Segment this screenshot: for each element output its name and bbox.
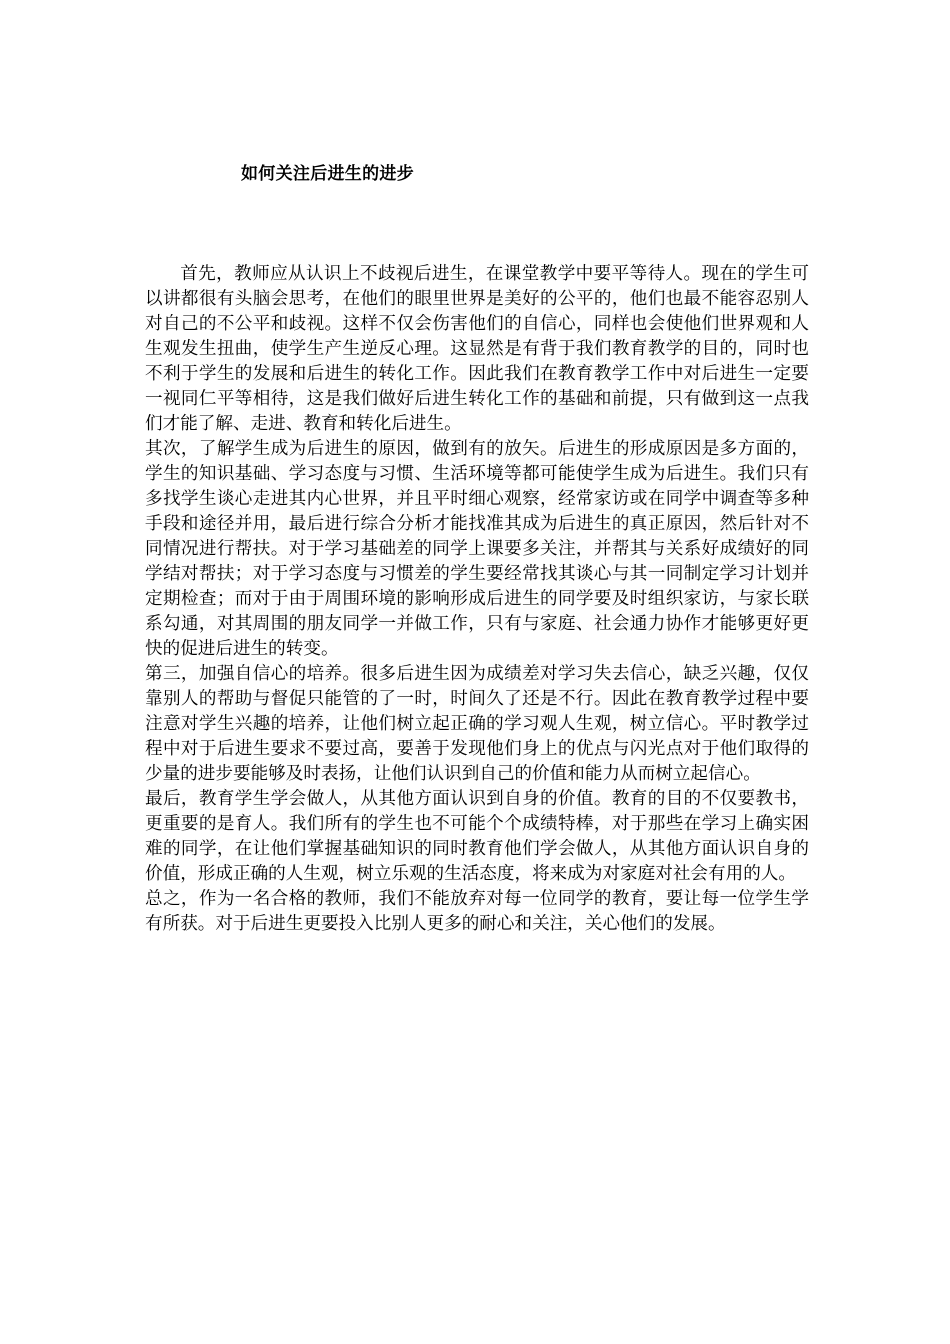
document-body [145,262,809,937]
paragraph-first: 首先，教师应从认识上不歧视后进生，在课堂教学中要平等待人。现在的学生可以讲都很有头脑会思考，在他们的眼里世界是美好的公平的，他们也最不能容忍别人对自己的不公平和歧视。这样不仅会伤害他们的自信心，同样也会使他们世界观和人生观发生扭曲，使学生产生逆反心理。这显然是有背于我们教育教学的目的，同时也不利于学生的发展和后进生的转化工作。因此我们在教育教学工作中对后进生一定要一视同仁平等相待，这是我们做好后进生转化工作的基础和前提，只有做到这一点我们才能了解、走进、教育和转化后进生。 [145,264,809,434]
paragraph-fourth: 最后，教育学生学会做人，从其他方面认识到自身的价值。教育的目的不仅要教书，更重要的是育人。我们所有的学生也不可能个个成绩特棒，对于那些在学习上确实困难的同学，在让他们掌握基础知识的同时教育他们学会做人，从其他方面认识自身的价值，形成正确的人生观，树立乐观的生活态度，将来成为对家庭对社会有用的人。 [145,789,809,884]
document-title: 如何关注后进生的进步 [241,164,414,184]
paragraph-third: 第三，加强自信心的培养。很多后进生因为成绩差对学习失去信心，缺乏兴趣，仅仅靠别人的帮助与督促只能管的了一时，时间久了还是不行。因此在教育教学过程中要注意对学生兴趣的培养，让他们树立起正确的学习观人生观，树立信心。平时教学过程中对于后进生要求不要过高，要善于发现他们身上的优点与闪光点对于他们取得的少量的进步要能够及时表扬，让他们认识到自己的价值和能力从而树立起信心。 [145,664,809,784]
paragraph-second: 其次，了解学生成为后进生的原因，做到有的放矢。后进生的形成原因是多方面的，学生的知识基础、学习态度与习惯、生活环境等都可能使学生成为后进生。我们只有多找学生谈心走进其内心世界，并且平时细心观察，经常家访或在同学中调查等多种手段和途径并用，最后进行综合分析才能找准其成为后进生的真正原因，然后针对不同情况进行帮扶。对于学习基础差的同学上课要多关注，并帮其与关系好成绩好的同学结对帮扶；对于学习态度与习惯差的学生要经常找其谈心与其一同制定学习计划并定期检查；而对于由于周围环境的影响形成后进生的同学要及时组织家访，与家长联系勾通，对其周围的朋友同学一并做工作，只有与家庭、社会通力协作才能够更好更快的促进后进生的转变。 [145,439,809,659]
paragraph-conclusion: 总之，作为一名合格的教师，我们不能放弃对每一位同学的教育，要让每一位学生学有所获。对于后进生更要投入比别人更多的耐心和关注，关心他们的发展。 [145,889,809,934]
